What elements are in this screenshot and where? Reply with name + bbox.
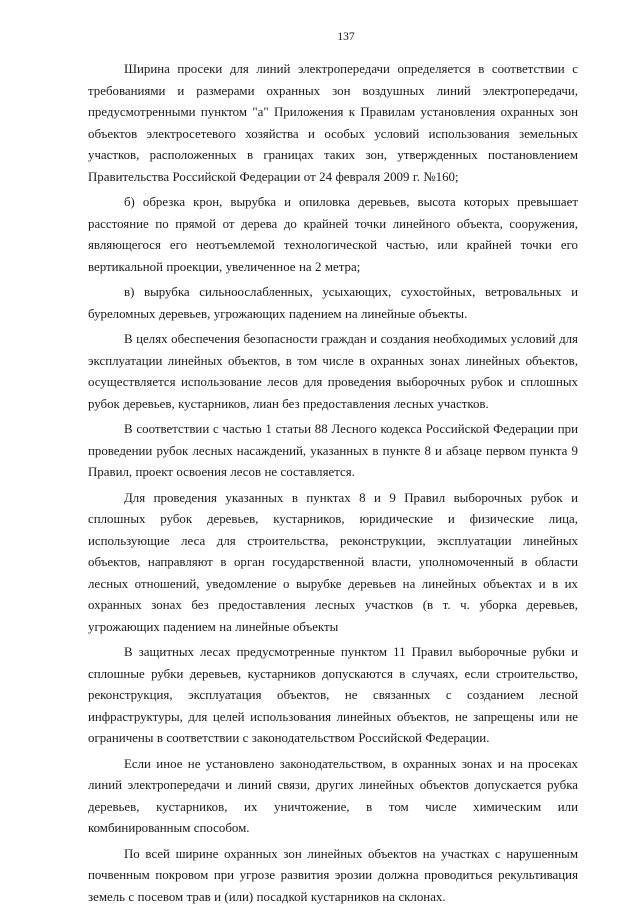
paragraph-protective-forests: В защитных лесах предусмотренные пунктом 11 Правил выборочные рубки и сплошные рубки деревьев, кустарников допускаются в случаях, если строительство, реконструкция, эксплуатация объектов, не связанных с созданием лесной инфраструктуры, для целей использования линейных объектов, не запрещены или не ограничены в соответствии с законодательством Российской Федерации. bbox=[88, 642, 578, 750]
paragraph-security-zones: Если иное не установлено законодательством, в охранных зонах и на просеках линий электропередачи и линий связи, других линейных объектов допускается рубка деревьев, кустарников, их уничтожение, в том числе химическим или комбинированным способом. bbox=[88, 754, 578, 840]
paragraph-weakened-trees: в) вырубка сильноослабленных, усыхающих, сухостойных, ветровальных и буреломных деревьев, угрожающих падением на линейные объекты. bbox=[88, 282, 578, 325]
paragraph-crown-trimming: б) обрезка крон, вырубка и опиловка деревьев, высота которых превышает расстояние по прямой от дерева до крайней точки линейного объекта, сооружения, являющегося его неотъемлемой технологической частью, или крайней точки его вертикальной проекции, увеличенное на 2 метра; bbox=[88, 192, 578, 278]
paragraph-safety-purposes: В целях обеспечения безопасности граждан и создания необходимых условий для эксплуатации линейных объектов, в том числе в охранных зонах линейных объектов, осуществляется использование лесов для проведения выборочных рубок и сплошных рубок деревьев, кустарников, лиан без предоставления лесных участков. bbox=[88, 329, 578, 415]
document-body bbox=[88, 59, 578, 908]
page-number: 137 bbox=[88, 30, 578, 44]
paragraph-clearing-width: Ширина просеки для линий электропередачи определяется в соответствии с требованиями и размерами охранных зон воздушных линий электропередачи, предусмотренными пунктом "а" Приложения к Правилам установления охранных зон объектов электросетевого хозяйства и особых условий использования земельных участков, расположенных в границах таких зон, утвержденных постановлением Правительства Российской Федерации от 24 февраля 2009 г. №160; bbox=[88, 59, 578, 188]
paragraph-reclamation: По всей ширине охранных зон линейных объектов на участках с нарушенным почвенным покровом при угрозе развития эрозии должна проводиться рекультивация земель с посевом трав и (или) посадкой кустарников на склонах. bbox=[88, 844, 578, 908]
paragraph-notification: Для проведения указанных в пунктах 8 и 9 Правил выборочных рубок и сплошных рубок деревьев, кустарников, юридические и физические лица, использующие леса для строительства, реконструкции, эксплуатации линейных объектов, направляют в орган государственной власти, уполномоченный в области лесных отношений, уведомление о вырубке деревьев на линейных объектах и в их охранных зонах без предоставления лесных участков (в т. ч. уборка деревьев, угрожающих падением на линейные объекты bbox=[88, 488, 578, 639]
paragraph-forest-code: В соответствии с частью 1 статьи 88 Лесного кодекса Российской Федерации при проведении рубок лесных насаждений, указанных в пункте 8 и абзаце первом пункта 9 Правил, проект освоения лесов не составляется. bbox=[88, 419, 578, 484]
